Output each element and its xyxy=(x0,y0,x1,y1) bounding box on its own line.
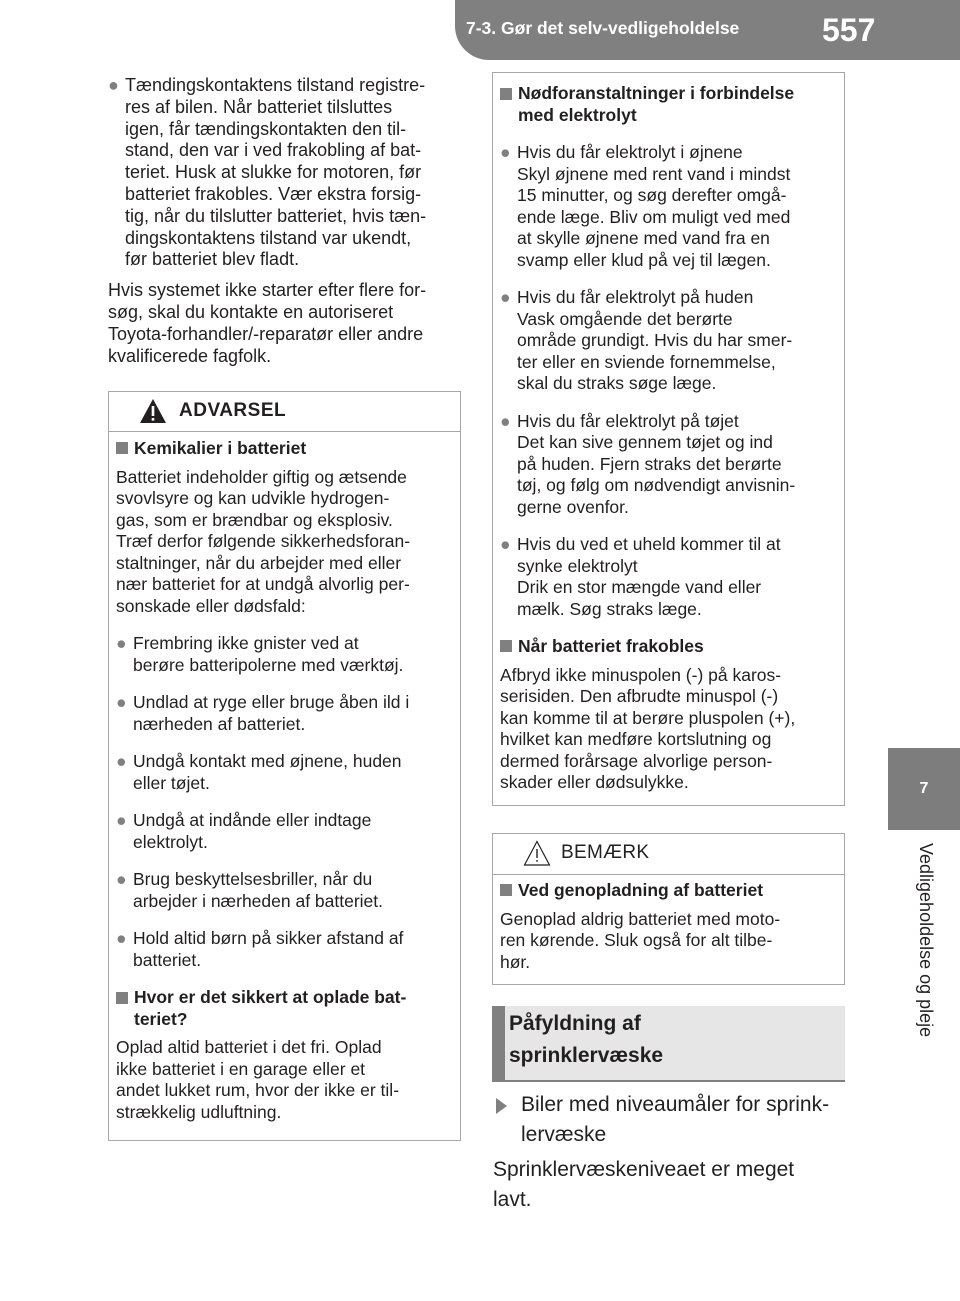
line: Toyota-forhandler/-reparatør eller andre xyxy=(108,323,424,344)
paragraph: Afbryd ikke minuspolen (-) på karos- serisiden. Den afbrudte minuspol (-) kan komme til at berøre pluspolen (+), hvilket kan medføre kortslutning og dermed forårsage alvorlige person- skader eller dødsulykke. xyxy=(500,664,796,792)
list-item: ● Frembring ikke gnister ved at berøre batteripolerne med værktøj. xyxy=(116,633,404,675)
line: Hvis systemet ikke starter efter flere for- xyxy=(108,280,427,301)
paragraph: Oplad altid batteriet i det fri. Oplad ikke batteriet i en garage eller et andet lukket rum, hvor der ikke er til- strækkelig udluftning. xyxy=(116,1037,400,1122)
square-bullet-icon xyxy=(116,992,128,1004)
square-bullet-icon xyxy=(500,640,512,652)
bullet-dot-icon: ● xyxy=(500,410,511,431)
section-title-line: sprinklervæske xyxy=(509,1044,664,1067)
line: tig, når du tilslutter batteriet, hvis tæn- xyxy=(125,205,427,226)
warning-continued-content xyxy=(500,83,840,794)
line: batteriet frakobles. Vær ekstra forsig- xyxy=(125,183,422,204)
line: dingskontaktens tilstand var ukendt, xyxy=(125,227,412,248)
subheading: Når batteriet frakobles xyxy=(500,636,840,658)
bullet-dot-icon: ● xyxy=(108,75,119,95)
section-stripe xyxy=(492,1006,505,1080)
paragraph: Batteriet indeholder giftig og ætsende svovlsyre og kan udvikle hydrogen- gas, som er brændbar og eksplosiv. Træf derfor følgende sikkerhedsforan- staltninger, når du arbejder med eller nær batteriet for at undgå alvorlig per- sonskade eller dødsfald: xyxy=(116,466,411,616)
chapter-label-text: Vedligeholdelse og pleje xyxy=(916,843,936,1038)
bullet-dot-icon: ● xyxy=(116,633,127,653)
square-bullet-icon xyxy=(116,442,128,454)
intro-text xyxy=(108,75,468,367)
subheading: Hvor er det sikkert at oplade bat- teriet? xyxy=(116,987,456,1030)
caution-triangle-icon xyxy=(523,840,551,866)
subheading: Ved genopladning af batteriet xyxy=(500,880,840,902)
square-bullet-icon xyxy=(500,884,512,896)
warning-continued-box xyxy=(492,72,845,806)
list-item: ● Undgå at indånde eller indtage elektrolyt. xyxy=(116,810,372,852)
line: teriet. Husk at slukke for motoren, før xyxy=(125,162,422,183)
warning-header xyxy=(109,392,460,432)
page-number: 557 xyxy=(822,12,876,48)
bullet-dot-icon: ● xyxy=(116,751,127,771)
note-header xyxy=(493,834,844,875)
note-title: BEMÆRK xyxy=(561,842,650,863)
bullet-dot-icon: ● xyxy=(500,142,511,162)
square-bullet-icon xyxy=(500,88,512,100)
bullet-dot-icon: ● xyxy=(500,287,511,307)
bullet-dot-icon: ● xyxy=(116,928,127,948)
paragraph: Genoplad aldrig batteriet med moto- ren kørende. Sluk også for alt tilbe- hør. xyxy=(500,908,781,972)
line: før batteriet blev fladt. xyxy=(125,249,300,270)
intro-bullet xyxy=(108,75,468,271)
warning-title: ADVARSEL xyxy=(179,400,287,421)
bullet-dot-icon: ● xyxy=(116,692,127,712)
list-item: ● Hold altid børn på sikker afstand af batteriet. xyxy=(116,928,404,970)
line: søg, skal du kontakte en autoriseret xyxy=(108,301,394,322)
list-item: ● Undgå kontakt med øjnene, huden eller tøjet. xyxy=(116,751,402,793)
bullet-dot-icon: ● xyxy=(116,869,127,889)
intro-paragraph xyxy=(108,280,468,367)
subheading: Nødforanstaltninger i forbindelse med elektrolyt xyxy=(500,83,840,126)
line: igen, får tændingskontakten den til- xyxy=(125,118,407,139)
list-item: ● Hvis du får elektrolyt på huden Vask omgående det berørte område grundigt. Hvis du har smer- ter eller en sviende fornemmelse, skal du straks søge læge. xyxy=(500,287,793,393)
section-title-line: Påfyldning af xyxy=(509,1012,641,1035)
section-title-box xyxy=(492,1006,845,1082)
warning-triangle-icon xyxy=(139,398,167,424)
chapter-label xyxy=(912,843,936,1073)
warning-box xyxy=(108,391,461,1141)
step-item: Biler med niveaumåler for sprink- lervæske xyxy=(496,1090,829,1150)
subheading: Kemikalier i batteriet xyxy=(116,438,456,460)
list-item: ● Undlad at ryge eller bruge åben ild i nærheden af batteriet. xyxy=(116,692,410,734)
list-item: ● Hvis du ved et uheld kommer til at synke elektrolyt Drik en stor mængde vand eller mælk. Søg straks læge. xyxy=(500,534,781,619)
line: stand, den var i ved frakobling af bat- xyxy=(125,140,422,161)
line: kvalificerede fagfolk. xyxy=(108,345,272,366)
description: Sprinklervæskeniveaet er meget lavt. xyxy=(493,1158,795,1211)
list-item: ● Brug beskyttelsesbriller, når du arbejder i nærheden af batteriet. xyxy=(116,869,384,911)
arrow-right-icon xyxy=(496,1098,507,1114)
section-heading: 7-3. Gør det selv-vedligeholdelse xyxy=(466,18,740,38)
bullet-dot-icon: ● xyxy=(500,534,511,554)
note-content xyxy=(500,880,840,973)
list-item: ● Hvis du får elektrolyt på tøjet Det kan sive gennem tøjet og ind på huden. Fjern straks det berørte tøj, og følg om nødvendigt anvisnin- gerne ovenfor. xyxy=(500,410,796,517)
line: res af bilen. Når batteriet tilsluttes xyxy=(125,96,393,117)
warning-content xyxy=(116,438,456,1123)
note-box xyxy=(492,833,845,985)
bullet-dot-icon: ● xyxy=(116,810,127,830)
list-item: ● Hvis du får elektrolyt i øjnene Skyl øjnene med rent vand i mindst 15 minutter, og søg derefter omgå- ende læge. Bliv om muligt ved med at skylle øjnene med vand fra en svamp eller klud på vej til lægen. xyxy=(500,142,791,270)
chapter-tab: 7 xyxy=(888,748,960,830)
line: Tændingskontaktens tilstand registre- xyxy=(125,75,426,95)
